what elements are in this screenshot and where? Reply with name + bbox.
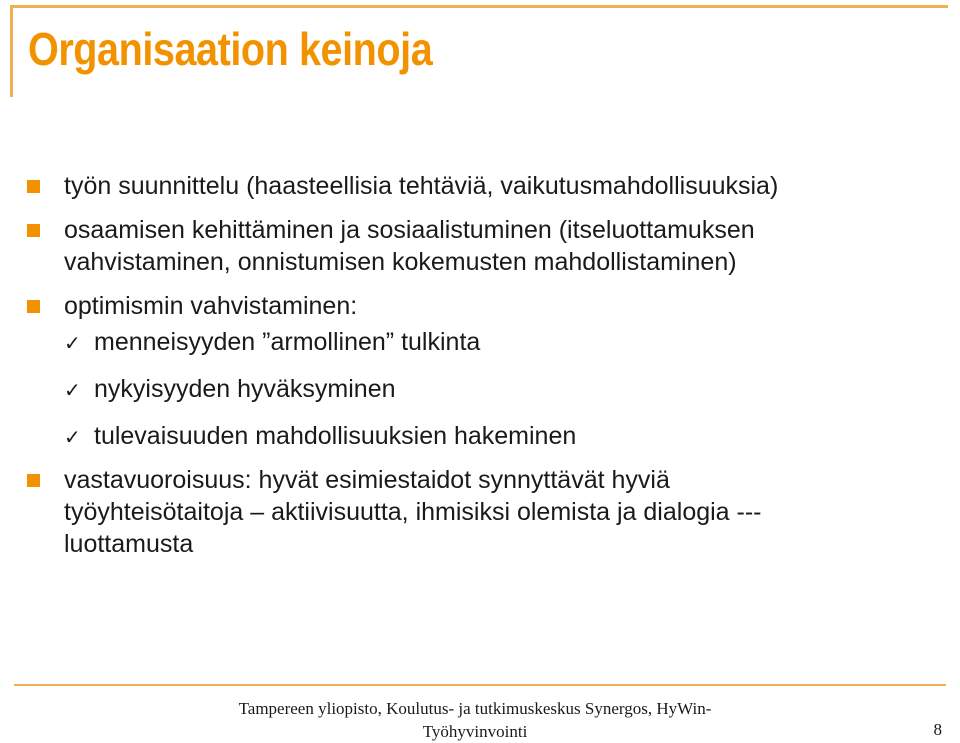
check-icon: ✓ bbox=[64, 425, 81, 449]
slide-content bbox=[0, 170, 960, 572]
sub-item bbox=[64, 373, 960, 405]
sub-item-label: tulevaisuuden mahdollisuuksien hakeminen bbox=[94, 422, 577, 450]
square-bullet-icon bbox=[27, 474, 40, 487]
sub-item bbox=[64, 420, 960, 452]
top-decorative-rule bbox=[10, 5, 948, 8]
bullet-item bbox=[0, 170, 960, 202]
bullet-line: optimismin vahvistaminen: bbox=[64, 292, 358, 320]
sub-list bbox=[64, 326, 960, 452]
bullet-item bbox=[0, 214, 960, 278]
sub-item bbox=[64, 326, 960, 358]
slide-title: Organisaation keinoja bbox=[28, 23, 433, 75]
square-bullet-icon bbox=[27, 224, 40, 237]
bullet-line: työyhteisötaitoja – aktiivisuutta, ihmisiksi olemista ja dialogia --- bbox=[64, 498, 762, 526]
square-bullet-icon bbox=[27, 300, 40, 313]
bullet-line: vastavuoroisuus: hyvät esimiestaidot synnyttävät hyviä bbox=[64, 466, 670, 494]
footer-line: Tampereen yliopisto, Koulutus- ja tutkimuskeskus Synergos, HyWin- bbox=[238, 699, 712, 718]
check-icon: ✓ bbox=[64, 378, 81, 402]
square-bullet-icon bbox=[27, 180, 40, 193]
bullet-item bbox=[0, 464, 960, 560]
bullet-line: työn suunnittelu (haasteellisia tehtäviä, vaikutusmahdollisuuksia) bbox=[64, 172, 779, 200]
footer-line: Työhyvinvointi bbox=[422, 722, 528, 741]
page-number: 8 bbox=[933, 720, 942, 739]
check-icon: ✓ bbox=[64, 331, 81, 355]
bullet-line: vahvistaminen, onnistumisen kokemusten mahdollistaminen) bbox=[64, 248, 737, 276]
sub-item-label: menneisyyden ”armollinen” tulkinta bbox=[94, 328, 481, 356]
footer bbox=[230, 697, 720, 743]
bottom-decorative-rule bbox=[14, 684, 946, 686]
bullet-line: luottamusta bbox=[64, 530, 194, 558]
bullet-item bbox=[0, 290, 960, 452]
bullet-line: osaamisen kehittäminen ja sosiaalistuminen (itseluottamuksen bbox=[64, 216, 755, 244]
left-decorative-rule bbox=[10, 5, 13, 97]
sub-item-label: nykyisyyden hyväksyminen bbox=[94, 375, 396, 403]
